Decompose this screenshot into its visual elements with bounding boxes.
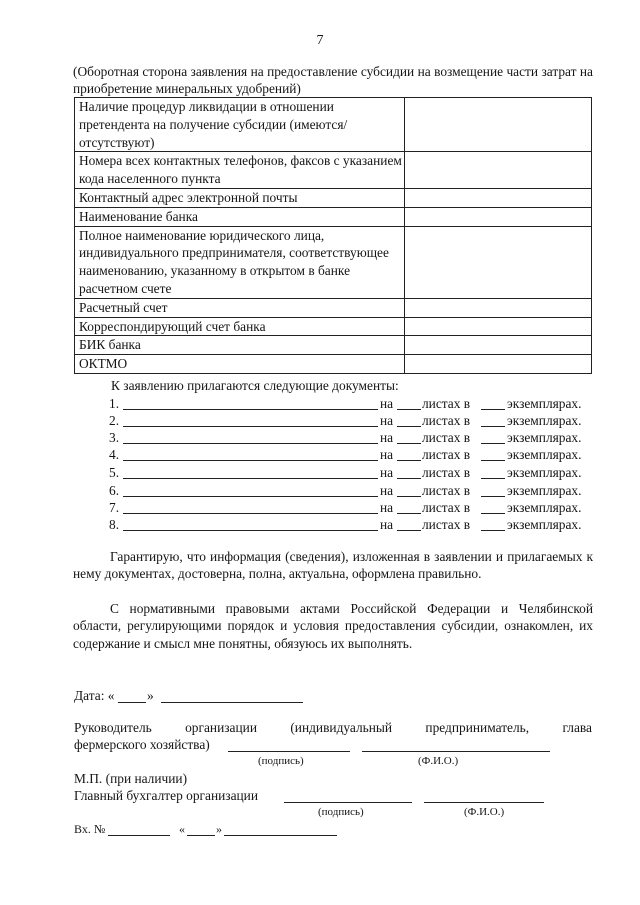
- row-label: ОКТМО: [75, 355, 405, 374]
- form-intro: (Оборотная сторона заявления на предоставление субсидии на возмещение части затрат на приобретение минеральных удобрений): [73, 64, 593, 96]
- document-name-field[interactable]: [123, 517, 378, 531]
- row-label: Номера всех контактных телефонов, факсов с указанием кода населенного пункта: [75, 152, 405, 189]
- copies-count-field[interactable]: [481, 500, 505, 514]
- document-item: [109, 500, 592, 517]
- date-day-field[interactable]: [118, 702, 146, 703]
- row-value-field[interactable]: [405, 98, 592, 152]
- word-copies: экземплярах.: [507, 500, 582, 515]
- table-row: [75, 336, 592, 355]
- copies-count-field[interactable]: [481, 396, 505, 410]
- copies-count-field[interactable]: [481, 413, 505, 427]
- applicant-details-table: [74, 97, 592, 374]
- head-title-line1: Руководитель организации (индивидуальный предприниматель, глава: [74, 720, 592, 735]
- table-row: [75, 188, 592, 207]
- document-item: [109, 396, 592, 413]
- word-on: на: [380, 465, 394, 480]
- guarantee-paragraph: Гарантирую, что информация (сведения), изложенная в заявлении и прилагаемых к нему документах, достоверна, полна, актуальна, оформлена правильно.: [73, 549, 593, 582]
- head-title-line2: фермерского хозяйства): [74, 737, 210, 752]
- stamp-label: М.П. (при наличии): [74, 771, 188, 786]
- row-label: Наличие процедур ликвидации в отношении претендента на получение субсидии (имеются/отсутствуют): [75, 98, 405, 152]
- row-value-field[interactable]: [405, 152, 592, 189]
- word-sheets: листах в: [422, 396, 471, 411]
- row-value-field[interactable]: [405, 355, 592, 374]
- document-name-field[interactable]: [123, 483, 378, 497]
- word-on: на: [380, 517, 394, 532]
- sheets-count-field[interactable]: [397, 430, 421, 444]
- accountant-signature-field[interactable]: [284, 802, 412, 803]
- date-month-year-field[interactable]: [161, 702, 303, 703]
- word-on: на: [380, 430, 394, 445]
- sheets-count-field[interactable]: [397, 413, 421, 427]
- word-copies: экземплярах.: [507, 517, 582, 532]
- word-copies: экземплярах.: [507, 430, 582, 445]
- table-row: [75, 98, 592, 152]
- table-row: [75, 355, 592, 374]
- sheets-count-field[interactable]: [397, 517, 421, 531]
- word-sheets: листах в: [422, 517, 471, 532]
- page-number: 7: [316, 33, 324, 48]
- date-label: Дата: «: [74, 688, 115, 703]
- document-number: 8.: [109, 517, 120, 532]
- row-value-field[interactable]: [405, 317, 592, 336]
- word-sheets: листах в: [422, 413, 471, 428]
- sheets-count-field[interactable]: [397, 447, 421, 461]
- sheets-count-field[interactable]: [397, 500, 421, 514]
- sheets-count-field[interactable]: [397, 396, 421, 410]
- word-on: на: [380, 396, 394, 411]
- row-value-field[interactable]: [405, 226, 592, 298]
- word-copies: экземплярах.: [507, 447, 582, 462]
- accountant-signature-caption: (подпись): [318, 806, 364, 818]
- accountant-fio-field[interactable]: [424, 802, 544, 803]
- word-sheets: листах в: [422, 500, 471, 515]
- date-quote-close: »: [147, 688, 154, 703]
- row-value-field[interactable]: [405, 207, 592, 226]
- document-number: 6.: [109, 483, 120, 498]
- incoming-quote-open: «: [179, 822, 185, 836]
- word-on: на: [380, 447, 394, 462]
- document-name-field[interactable]: [123, 500, 378, 514]
- word-on: на: [380, 500, 394, 515]
- word-on: на: [380, 483, 394, 498]
- word-on: на: [380, 413, 394, 428]
- row-label: Расчетный счет: [75, 298, 405, 317]
- document-name-field[interactable]: [123, 447, 378, 461]
- copies-count-field[interactable]: [481, 447, 505, 461]
- word-sheets: листах в: [422, 465, 471, 480]
- table-row: [75, 226, 592, 298]
- document-item: [109, 517, 592, 534]
- acknowledge-paragraph: С нормативными правовыми актами Российской Федерации и Челябинской области, регулирующими порядок и условия предоставления субсидии, ознакомлен, их содержание и смысл мне понятны, обязуюсь их выполнять.: [73, 601, 593, 651]
- row-label: Полное наименование юридического лица, индивидуального предпринимателя, соответствующее наименованию, указанному в открытом в банке расчетном счете: [75, 226, 405, 298]
- documents-title: К заявлению прилагаются следующие документы:: [111, 378, 399, 393]
- document-number: 3.: [109, 430, 120, 445]
- word-sheets: листах в: [422, 483, 471, 498]
- copies-count-field[interactable]: [481, 465, 505, 479]
- incoming-date-field[interactable]: [224, 835, 337, 836]
- document-number: 1.: [109, 396, 120, 411]
- incoming-day-field[interactable]: [187, 835, 215, 836]
- word-copies: экземплярах.: [507, 483, 582, 498]
- document-number: 7.: [109, 500, 120, 515]
- head-fio-caption: (Ф.И.О.): [418, 755, 459, 767]
- document-item: [109, 413, 592, 430]
- word-sheets: листах в: [422, 430, 471, 445]
- table-row: [75, 298, 592, 317]
- document-item: [109, 430, 592, 447]
- head-fio-field[interactable]: [362, 751, 550, 752]
- copies-count-field[interactable]: [481, 517, 505, 531]
- incoming-quote-close: »: [216, 822, 222, 836]
- word-copies: экземплярах.: [507, 413, 582, 428]
- document-number: 2.: [109, 413, 120, 428]
- accountant-label: Главный бухгалтер организации: [74, 788, 259, 803]
- table-row: [75, 152, 592, 189]
- copies-count-field[interactable]: [481, 430, 505, 444]
- row-label: Контактный адрес электронной почты: [75, 188, 405, 207]
- document-name-field[interactable]: [123, 413, 378, 427]
- word-copies: экземплярах.: [507, 396, 582, 411]
- document-item: [109, 483, 592, 500]
- accountant-fio-caption: (Ф.И.О.): [464, 806, 505, 818]
- document-name-field[interactable]: [123, 396, 378, 410]
- row-value-field[interactable]: [405, 336, 592, 355]
- row-label: Корреспондирующий счет банка: [75, 317, 405, 336]
- incoming-number-label: Вх. №: [74, 822, 106, 836]
- document-item: [109, 465, 592, 482]
- row-value-field[interactable]: [405, 188, 592, 207]
- table-row: [75, 207, 592, 226]
- row-value-field[interactable]: [405, 298, 592, 317]
- copies-count-field[interactable]: [481, 483, 505, 497]
- table-row: [75, 317, 592, 336]
- sheets-count-field[interactable]: [397, 465, 421, 479]
- head-signature-caption: (подпись): [258, 755, 304, 767]
- word-copies: экземплярах.: [507, 465, 582, 480]
- document-name-field[interactable]: [123, 430, 378, 444]
- incoming-number-field[interactable]: [108, 835, 170, 836]
- row-label: Наименование банка: [75, 207, 405, 226]
- sheets-count-field[interactable]: [397, 483, 421, 497]
- head-signature-field[interactable]: [228, 751, 350, 752]
- row-label: БИК банка: [75, 336, 405, 355]
- document-name-field[interactable]: [123, 465, 378, 479]
- document-number: 4.: [109, 447, 120, 462]
- document-item: [109, 447, 592, 464]
- document-number: 5.: [109, 465, 120, 480]
- word-sheets: листах в: [422, 447, 471, 462]
